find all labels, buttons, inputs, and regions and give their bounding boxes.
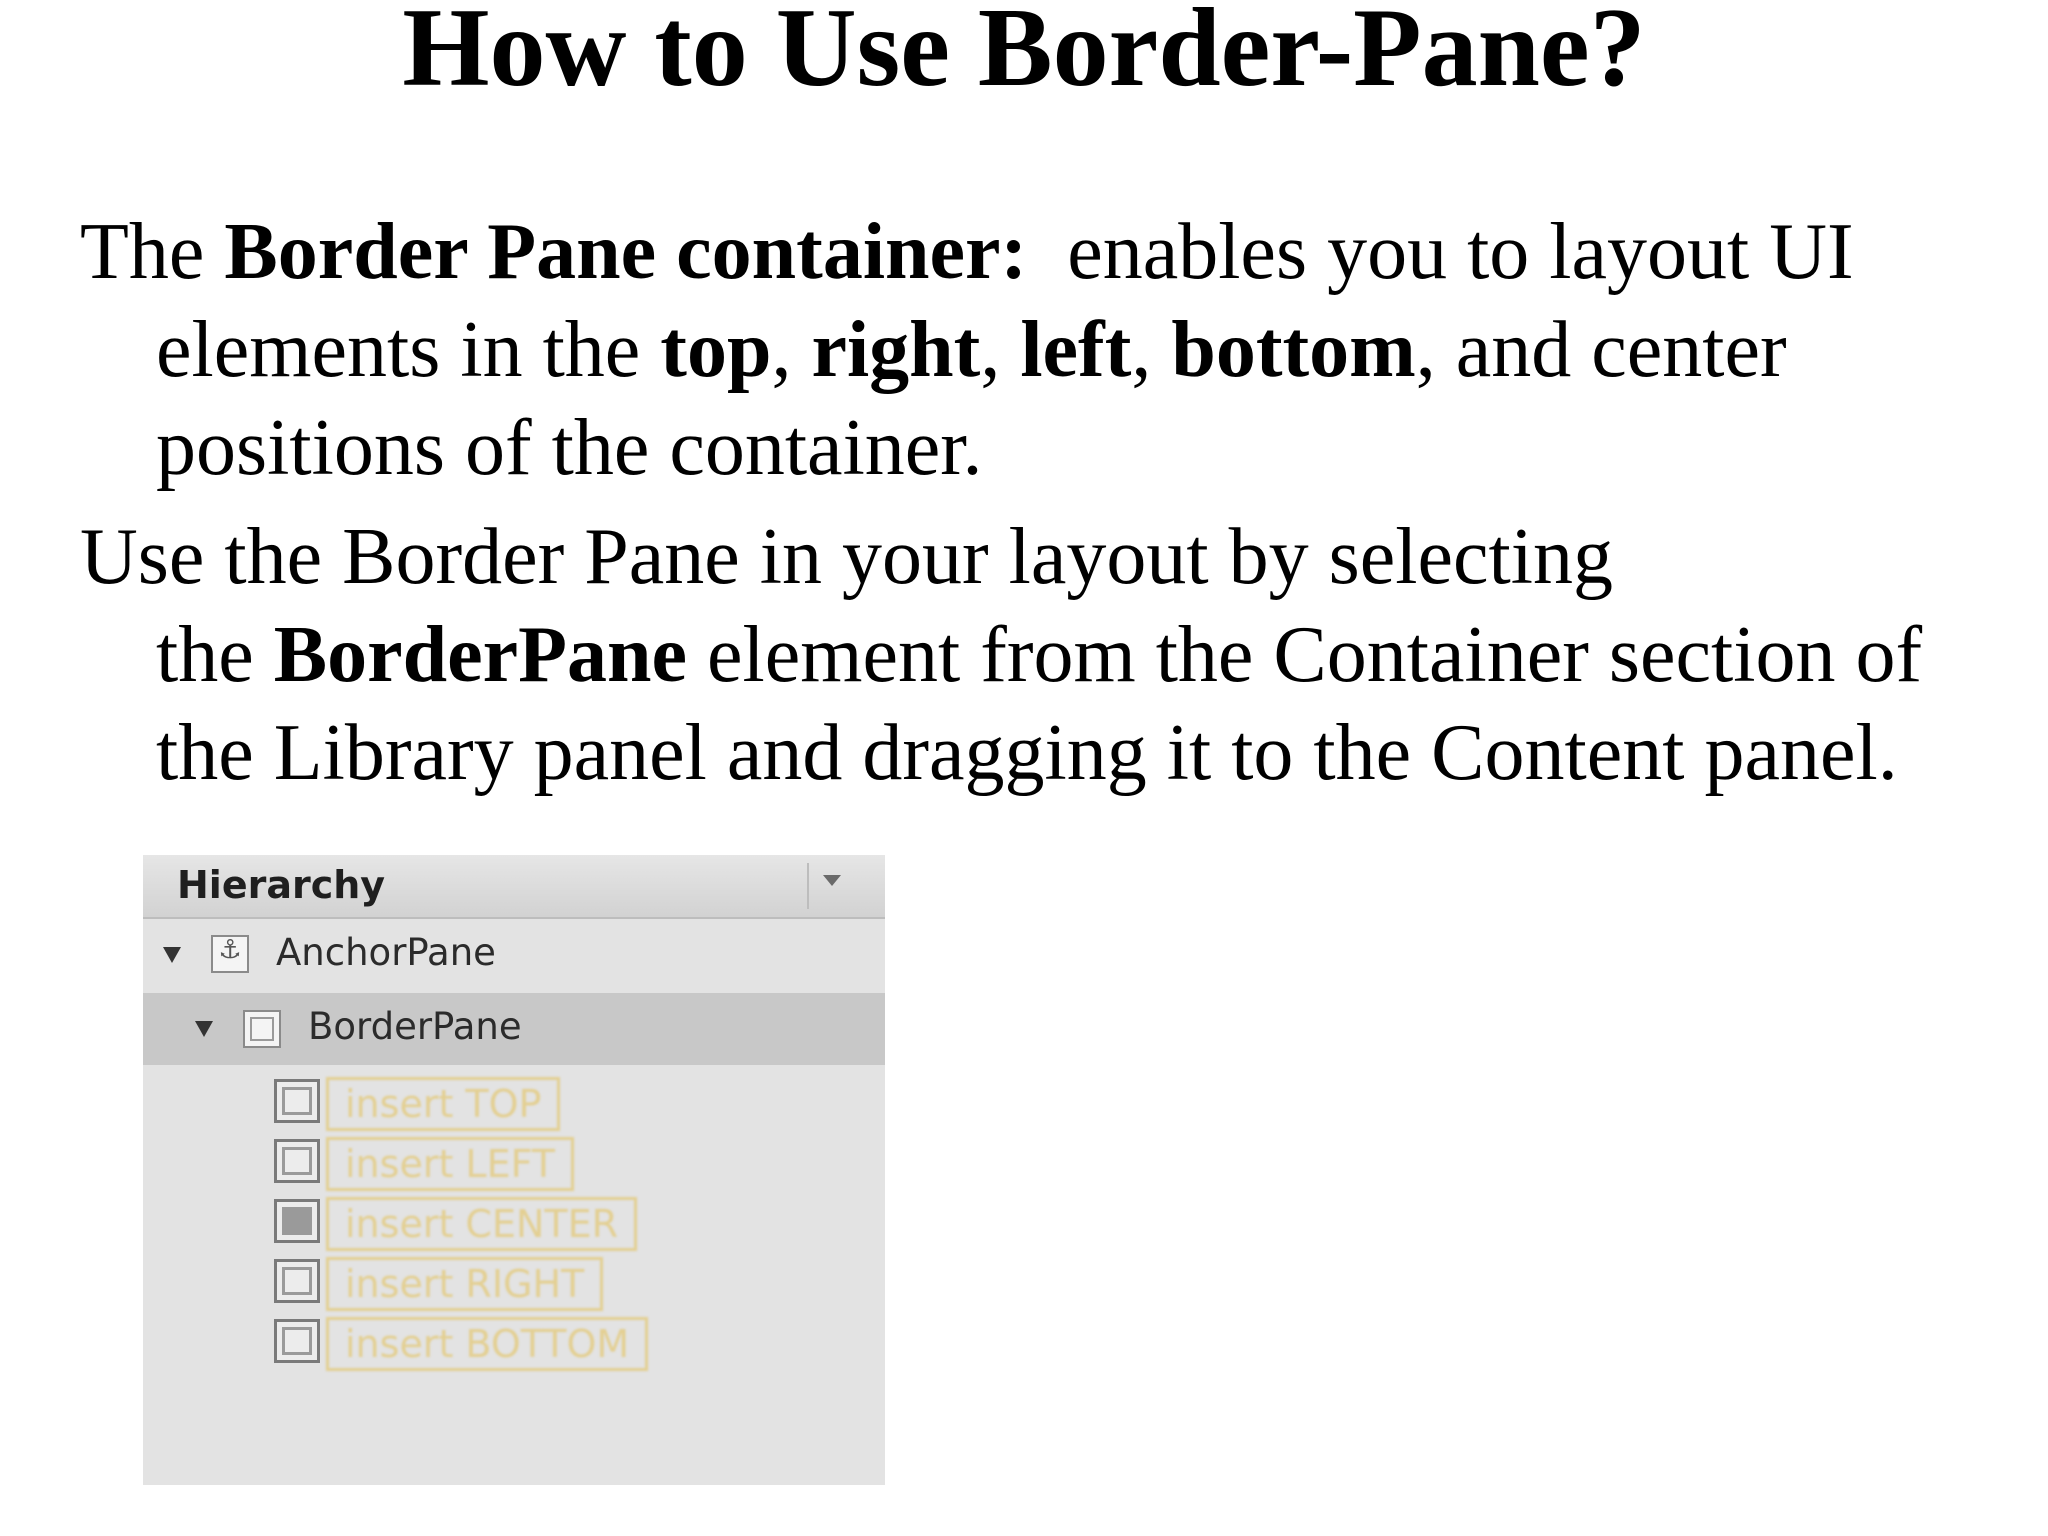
pane-right-icon — [274, 1259, 320, 1303]
pane-left-icon — [274, 1139, 320, 1183]
bold-term: top — [660, 306, 772, 394]
hierarchy-panel — [143, 855, 885, 1485]
text-run: elements in the — [156, 306, 661, 394]
text-run: enables you to layout UI — [1027, 208, 1854, 296]
slide-title: How to Use Border-Pane? — [402, 0, 1646, 110]
expand-triangle-icon[interactable] — [195, 1021, 213, 1037]
text-run: , — [771, 306, 812, 394]
insert-slot-placeholder[interactable]: insert TOP — [326, 1077, 560, 1131]
paragraph-line — [80, 203, 1854, 301]
hierarchy-panel-title: Hierarchy — [177, 863, 386, 907]
text-run: The — [80, 208, 225, 296]
panel-menu-dropdown-icon[interactable] — [823, 875, 841, 886]
paragraph-line: positions of the container. — [156, 404, 983, 492]
text-run: element from the Container section of — [686, 611, 1923, 699]
text-run: the — [156, 611, 274, 699]
pane-center-icon — [274, 1199, 320, 1243]
bold-term: BorderPane — [273, 611, 687, 699]
insert-slot-placeholder[interactable]: insert CENTER — [326, 1197, 637, 1251]
paragraph-line — [80, 606, 1922, 704]
paragraph-line — [80, 301, 1854, 399]
bold-term: bottom — [1171, 306, 1416, 394]
pane-top-icon — [274, 1079, 320, 1123]
tree-row-anchorpane[interactable] — [143, 919, 885, 991]
paragraph-border-pane-description — [80, 203, 1854, 497]
header-divider — [807, 863, 809, 909]
insert-slot-placeholder[interactable]: insert BOTTOM — [326, 1317, 648, 1371]
bold-term: left — [1020, 306, 1132, 394]
paragraph-line: the Library panel and dragging it to the Content panel. — [156, 709, 1898, 797]
paragraph-line: Use the Border Pane in your layout by selecting — [80, 513, 1613, 601]
tree-node-label: BorderPane — [308, 1005, 522, 1048]
hierarchy-panel-header — [143, 855, 885, 919]
text-run: , — [980, 306, 1021, 394]
bold-term: Border Pane container: — [224, 208, 1028, 296]
tree-row-borderpane[interactable] — [143, 993, 885, 1065]
expand-triangle-icon[interactable] — [163, 947, 181, 963]
borderpane-icon — [243, 1010, 281, 1048]
pane-bottom-icon — [274, 1319, 320, 1363]
text-run: , — [1131, 306, 1172, 394]
insert-slot-placeholder[interactable]: insert RIGHT — [326, 1257, 603, 1311]
slot-row-bottom[interactable] — [143, 1307, 885, 1379]
bold-term: right — [811, 306, 981, 394]
paragraph-usage-instructions — [80, 508, 1922, 802]
insert-slot-placeholder[interactable]: insert LEFT — [326, 1137, 574, 1191]
text-run: , and center — [1415, 306, 1787, 394]
tree-node-label: AnchorPane — [276, 931, 496, 974]
anchor-icon: ⚓ — [211, 935, 249, 973]
